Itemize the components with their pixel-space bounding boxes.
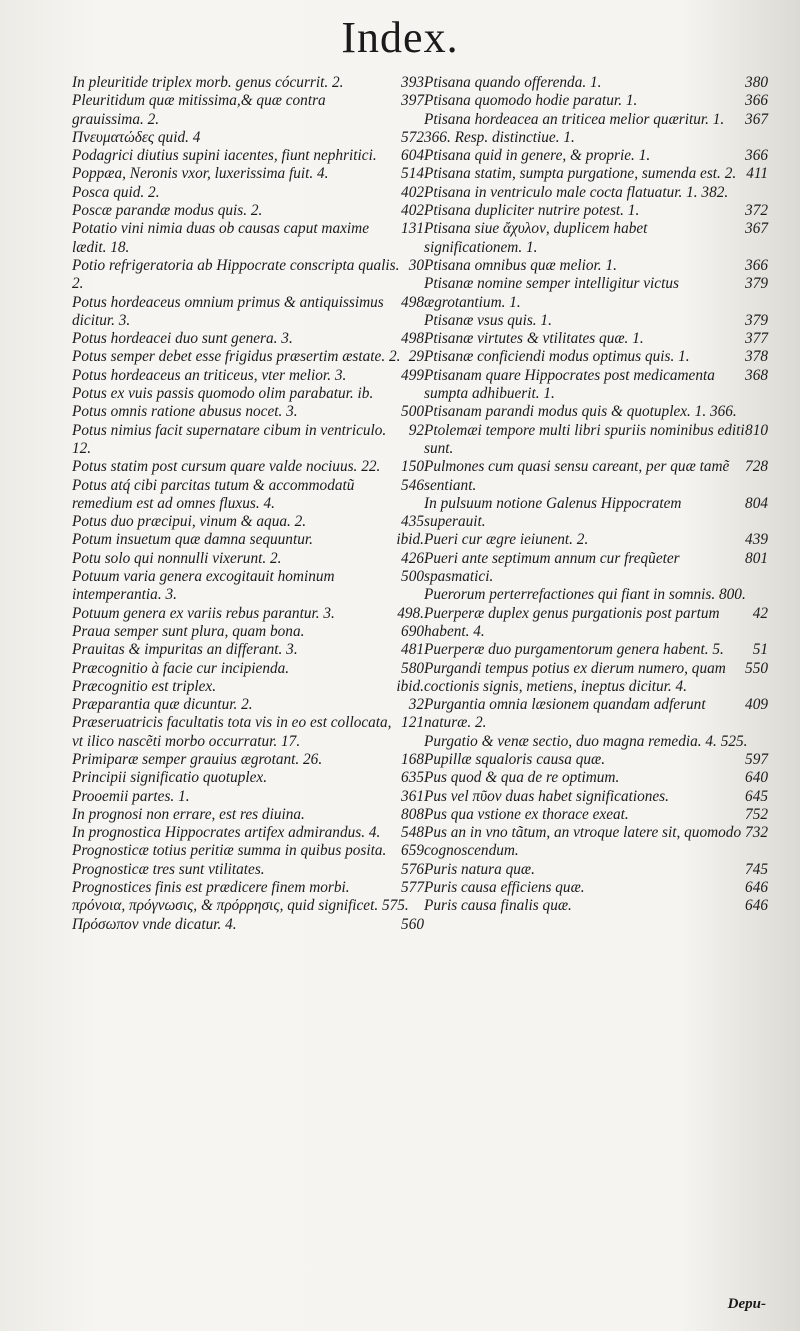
index-entry (72, 788, 424, 806)
index-entry (72, 330, 424, 348)
entry-text: Pus qua vstione ex thorace exeat. (424, 805, 629, 823)
index-entry (424, 312, 768, 330)
entry-page-number: 745 (745, 860, 768, 878)
entry-text: Potum insuetum quæ damna sequuntur. (72, 531, 313, 549)
index-entry (72, 769, 424, 787)
index-entry (424, 531, 768, 549)
entry-page-number: 498. (397, 604, 424, 622)
entry-page-number: 366 (745, 256, 768, 274)
index-entry (72, 513, 424, 531)
entry-page-number: 645 (745, 787, 768, 805)
index-entry (72, 714, 424, 751)
entry-page-number: 51 (752, 641, 768, 659)
index-entry (424, 897, 768, 915)
index-entry (72, 568, 424, 605)
index-entry (424, 111, 768, 148)
entry-text: Ptisanæ virtutes & vtilitates quæ. 1. (424, 330, 644, 348)
index-entry (72, 422, 424, 459)
entry-page-number: 92 (408, 421, 424, 439)
entry-page-number: 498 (401, 293, 424, 311)
index-entry (424, 769, 768, 787)
index-entry (72, 348, 424, 366)
entry-text: In pulsuum notione Galenus Hippocratem superauit. (424, 494, 682, 531)
entry-page-number: 560 (401, 915, 424, 933)
entry-page-number: 372 (745, 202, 768, 220)
entry-page-number: 150 (401, 458, 424, 476)
entry-text: In prognostica Hippocrates artifex admirandus. 4. (72, 824, 381, 842)
entry-page-number: 690 (401, 622, 424, 640)
index-entry (72, 879, 424, 897)
entry-page-number: 29 (408, 348, 424, 366)
entry-page-number: 577 (401, 879, 424, 897)
entry-page-number: 801 (745, 549, 768, 567)
entry-text: Ptisana hordeacea an triticea melior quæritur. 1. 366. Resp. distinctiue. 1. (424, 110, 725, 146)
entry-page-number: 131 (401, 220, 424, 238)
entry-text: Prognostices finis est prædicere finem morbi. (72, 879, 350, 897)
entry-text: Ptisana in ventriculo male cocta flatuatur. 1. 382. (424, 183, 729, 201)
index-entry (72, 678, 424, 696)
entry-page-number: ibid. (396, 677, 424, 695)
entry-page-number: 42 (752, 604, 768, 622)
entry-page-number: 393 (401, 74, 424, 91)
entry-text: Potuum varia genera excogitauit hominum intemperantia. 3. (72, 568, 335, 604)
entry-page-number: 499 (401, 366, 424, 384)
entry-text: Puerorum perterrefactiones qui fiant in somnis. 800. (424, 586, 746, 604)
entry-text: Puerperæ duo purgamentorum genera habent. 5. (424, 641, 724, 659)
index-entry (72, 74, 424, 92)
entry-page-number: 367 (745, 220, 768, 238)
index-entry (424, 660, 768, 697)
index-entry (72, 165, 424, 183)
entry-text: Potuum genera ex variis rebus parantur. 3. (72, 604, 335, 622)
entry-text: Pus quod & qua de re optimum. (424, 769, 620, 787)
entry-page-number: 367 (745, 110, 768, 128)
index-entry (72, 147, 424, 165)
index-entry (72, 220, 424, 257)
index-entry (72, 660, 424, 678)
entry-page-number: 548 (401, 824, 424, 842)
entry-text: Posca quid. 2. (72, 183, 160, 201)
entry-page-number: 402 (401, 202, 424, 220)
entry-text: Puris natura quæ. (424, 860, 535, 878)
entry-text: Primiparæ semper grauius ægrotant. 26. (72, 750, 323, 768)
index-entry (72, 385, 424, 403)
index-entry (72, 294, 424, 331)
entry-page-number: 377 (745, 330, 768, 348)
entry-text: Prauitas & impuritas an differant. 3. (72, 641, 298, 659)
entry-text: Poscæ parandæ modus quis. 2. (72, 202, 263, 220)
entry-text: Purgantia omnia læsionem quandam adferunt naturæ. 2. (424, 696, 706, 732)
index-entry (72, 861, 424, 879)
entry-text: Ptisanæ conficiendi modus optimus quis. 1. (424, 348, 690, 366)
index-entry (424, 184, 768, 202)
entry-page-number: 361 (401, 787, 424, 805)
index-entry (72, 605, 424, 623)
entry-text: Potatio vini nimia duas ob causas caput maxime lædit. 18. (72, 220, 369, 256)
entry-text: Potus omnis ratione abusus nocet. 3. (72, 403, 298, 421)
entry-text: Potus hordeaceus an triticeus, vter melior. 3. (72, 366, 347, 384)
index-entry (424, 403, 768, 421)
entry-text: Πνευματώδες quid. 4 (72, 128, 201, 146)
entry-page-number: 646 (745, 897, 768, 915)
entry-text: Principii significatio quotuplex. (72, 769, 268, 787)
entry-page-number: 732 (745, 824, 768, 842)
entry-text: Puris causa finalis quæ. (424, 897, 572, 915)
entry-page-number: 728 (745, 458, 768, 476)
index-entry (424, 458, 768, 495)
index-entry (72, 531, 424, 549)
entry-page-number: 366 (745, 147, 768, 165)
index-entry (72, 184, 424, 202)
entry-page-number: 378 (745, 348, 768, 366)
index-entry (424, 806, 768, 824)
index-entry (72, 550, 424, 568)
entry-page-number: 808 (401, 805, 424, 823)
index-entry (72, 641, 424, 659)
entry-page-number: 576 (401, 860, 424, 878)
entry-text: Ptisana quid in genere, & proprie. 1. (424, 147, 651, 165)
index-entry (72, 897, 424, 915)
index-entry (424, 550, 768, 587)
index-entry (424, 733, 768, 751)
entry-text: Ptisana quando offerenda. 1. (424, 74, 602, 91)
entry-text: πρόνοια, πρόγνωσις, & πρόρρησις, quid significet. 575. (72, 897, 409, 915)
index-entry (424, 788, 768, 806)
entry-text: Potus nimius facit supernatare cibum in ventriculo. 12. (72, 421, 387, 457)
index-entry (424, 495, 768, 532)
entry-text: Potus atq́ cibi parcitas tutum & accommodatũ remedium est ad omnes fluxus. 4. (72, 476, 355, 512)
index-entry (72, 367, 424, 385)
index-entry (424, 165, 768, 183)
index-entry (424, 74, 768, 92)
index-entry (424, 422, 768, 459)
entry-text: Prognosticæ tres sunt vtilitates. (72, 860, 265, 878)
index-entry (424, 605, 768, 642)
entry-text: Potus hordeaceus omnium primus & antiquissimus dicitur. 3. (72, 293, 384, 329)
entry-page-number: 659 (401, 842, 424, 860)
index-entry (72, 92, 424, 129)
entry-text: Pleuritidum quæ mitissima,& quæ contra grauissima. 2. (72, 92, 326, 128)
entry-page-number: 810 (745, 421, 768, 439)
entry-page-number: 752 (745, 805, 768, 823)
index-entry (72, 696, 424, 714)
index-entry (424, 348, 768, 366)
entry-page-number: 380 (745, 74, 768, 91)
entry-text: In pleuritide triplex morb. genus cócurrit. 2. (72, 74, 344, 91)
entry-text: Potus semper debet esse frigidus præsertim æstate. 2. (72, 348, 401, 366)
entry-text: Purgandi tempus potius ex dierum numero, quam coctionis signis, metiens, ineptus dicitur. 4. (424, 659, 726, 695)
entry-page-number: 514 (401, 165, 424, 183)
entry-text: Πρόσωπον vnde dicatur. 4. (72, 915, 237, 933)
entry-page-number: 640 (745, 769, 768, 787)
entry-page-number: ibid. (396, 531, 424, 549)
entry-page-number: 32 (408, 696, 424, 714)
index-entry (424, 861, 768, 879)
entry-text: Præcognitio est triplex. (72, 677, 217, 695)
entry-page-number: 481 (401, 641, 424, 659)
entry-page-number: 368 (745, 366, 768, 384)
index-entry (424, 275, 768, 312)
entry-text: Potu solo qui nonnulli vixerunt. 2. (72, 549, 282, 567)
entry-text: In prognosi non errare, est res diuina. (72, 805, 305, 823)
index-entry (72, 477, 424, 514)
entry-text: Purgatio & venæ sectio, duo magna remedia. 4. 525. (424, 732, 748, 750)
entry-text: Ptisana omnibus quæ melior. 1. (424, 256, 617, 274)
index-entry (72, 403, 424, 421)
entry-page-number: 498 (401, 330, 424, 348)
entry-page-number: 397 (401, 92, 424, 110)
entry-text: Ptisanæ vsus quis. 1. (424, 311, 552, 329)
entry-page-number: 435 (401, 513, 424, 531)
entry-page-number: 366 (745, 92, 768, 110)
left-column (72, 74, 424, 1294)
entry-text: Puerperæ duplex genus purgationis post partum habent. 4. (424, 604, 720, 640)
entry-page-number: 550 (745, 659, 768, 677)
index-entry (72, 916, 424, 934)
index-entry (424, 330, 768, 348)
entry-text: Potio refrigeratoria ab Hippocrate conscripta qualis. 2. (72, 256, 400, 293)
entry-text: Poppæa, Neronis vxor, luxerissima fuit. 4. (72, 165, 329, 183)
entry-page-number: 379 (745, 275, 768, 293)
entry-page-number: 500 (401, 568, 424, 586)
index-entry (72, 842, 424, 860)
entry-text: Potus duo præcipui, vinum & aqua. 2. (72, 513, 307, 531)
index-entry (424, 751, 768, 769)
entry-text: Prognosticæ totius peritiæ summa in quibus posita. (72, 842, 387, 860)
entry-text: Pulmones cum quasi sensu careant, per quæ tamẽ sentiant. (424, 458, 730, 494)
page-title: Index. (341, 13, 459, 62)
entry-page-number: 546 (401, 476, 424, 494)
entry-page-number: 580 (401, 659, 424, 677)
index-entry (72, 623, 424, 641)
entry-text: Ptisana siue ἄχυλον, duplicem habet significationem. 1. (424, 220, 648, 256)
entry-page-number: 379 (745, 311, 768, 329)
entry-page-number: 439 (745, 531, 768, 549)
entry-text: Prooemii partes. 1. (72, 787, 190, 805)
entry-text: Præparantia quæ dicuntur. 2. (72, 696, 253, 714)
index-entry (424, 641, 768, 659)
entry-page-number: 804 (745, 494, 768, 512)
entry-text: Pus vel πῦον duas habet significationes. (424, 787, 669, 805)
entry-text: Praua semper sunt plura, quam bona. (72, 622, 305, 640)
entry-text: Podagrici diutius supini iacentes, fiunt nephritici. (72, 147, 377, 165)
index-entry (72, 751, 424, 769)
index-entry (72, 806, 424, 824)
index-entry (424, 92, 768, 110)
index-entry (72, 458, 424, 476)
entry-text: Pueri cur ægre ieiunent. 2. (424, 531, 589, 549)
entry-text: Puris causa efficiens quæ. (424, 879, 585, 897)
entry-text: Ptisanæ nomine semper intelligitur victus ægrotantium. 1. (424, 275, 679, 311)
entry-page-number: 402 (401, 183, 424, 201)
index-entry (72, 202, 424, 220)
entry-text: Pupillæ squaloris causa quæ. (424, 750, 606, 768)
entry-page-number: 411 (746, 165, 768, 183)
index-entry (72, 129, 424, 147)
index-entry (72, 824, 424, 842)
entry-page-number: 30 (408, 256, 424, 274)
index-entry (424, 696, 768, 733)
entry-page-number: 500 (401, 403, 424, 421)
index-entry (424, 257, 768, 275)
entry-page-number: 597 (745, 750, 768, 768)
index-entry (424, 147, 768, 165)
index-entry (424, 367, 768, 404)
entry-text: Ptolemæi tempore multi libri spuriis nominibus editi sunt. (424, 421, 745, 457)
index-entry (72, 257, 424, 294)
entry-page-number: 635 (401, 769, 424, 787)
entry-page-number: 646 (745, 879, 768, 897)
entry-text: Ptisana statim, sumpta purgatione, sumenda est. 2. (424, 165, 737, 183)
index-entry (424, 824, 768, 861)
entry-text: Potus ex vuis passis quomodo olim parabatur. ib. (72, 385, 374, 403)
index-entry (424, 202, 768, 220)
right-column (424, 74, 768, 1294)
entry-text: Præcognitio à facie cur incipienda. (72, 659, 290, 677)
index-entry (424, 586, 768, 604)
index-entry (424, 879, 768, 897)
entry-page-number: 121 (401, 714, 424, 732)
entry-page-number: 409 (745, 696, 768, 714)
entry-text: Ptisana quomodo hodie paratur. 1. (424, 92, 638, 110)
entry-text: Pueri ante septimum annum cur freqũeter spasmatici. (424, 549, 680, 586)
catchword: Depu- (727, 1296, 766, 1312)
entry-text: Ptisanam quare Hippocrates post medicamenta sumpta adhibuerit. 1. (424, 366, 715, 403)
entry-page-number: 426 (401, 549, 424, 567)
entry-text: Ptisanam parandi modus quis & quotuplex. 1. 366. (424, 403, 737, 421)
entry-text: Potus statim post cursum quare valde nociuus. 22. (72, 458, 381, 476)
entry-page-number: 604 (401, 147, 424, 165)
entry-text: Ptisana dupliciter nutrire potest. 1. (424, 202, 640, 220)
entry-text: Potus hordeacei duo sunt genera. 3. (72, 330, 293, 348)
entry-page-number: 572 (401, 128, 424, 146)
entry-page-number: 168 (401, 750, 424, 768)
index-entry (424, 220, 768, 257)
entry-text: Pus an in vno tãtum, an vtroque latere sit, quomodo cognoscendum. (424, 824, 742, 860)
entry-text: Præseruatricis facultatis tota vis in eo est collocata, vt ilico nascẽti morbo occurratur. 17. (72, 714, 392, 750)
